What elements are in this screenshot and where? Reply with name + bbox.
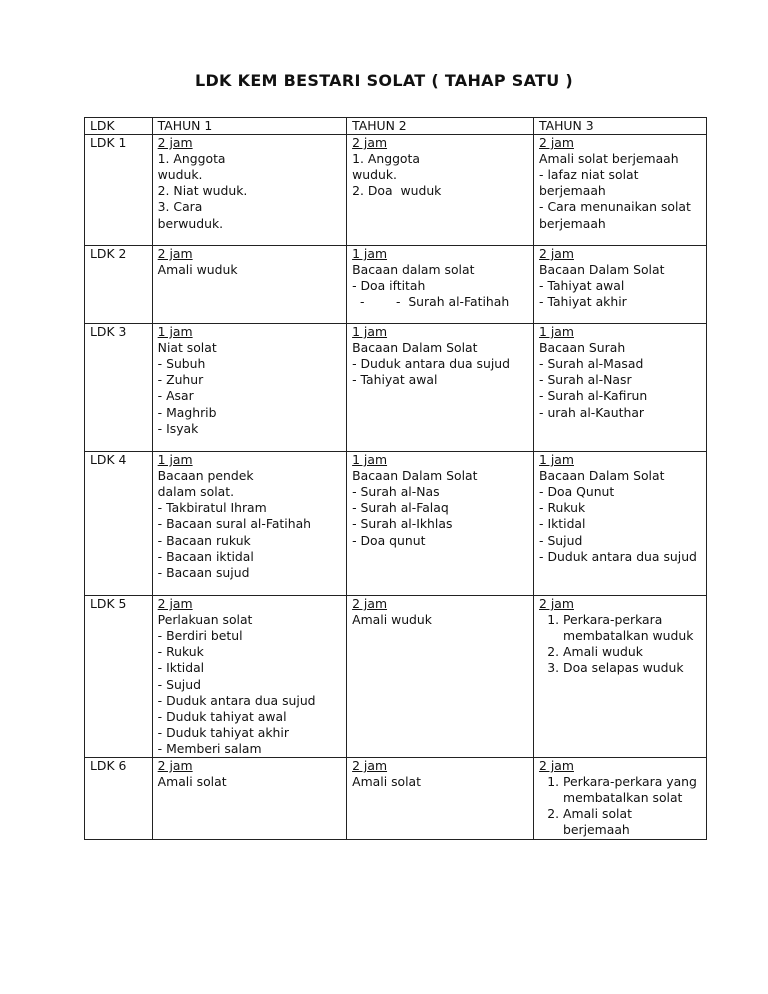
- cell-line: 2. Niat wuduk.: [157, 183, 248, 199]
- duration-label: 2 jam: [352, 758, 388, 774]
- header-tahun-1: TAHUN 1: [152, 118, 346, 135]
- duration-label: 2 jam: [157, 596, 193, 612]
- cell-line: Amali solat berjemaah: [539, 151, 679, 167]
- table-row: [85, 452, 707, 596]
- duration-label: 2 jam: [539, 246, 574, 262]
- tahun-1-cell: [152, 758, 346, 840]
- list-item: 1. Perkara-perkara membatalkan wuduk: [563, 612, 701, 644]
- duration-label: 1 jam: [352, 324, 388, 340]
- tahun-1-cell: [152, 246, 346, 324]
- header-tahun-2: TAHUN 2: [347, 118, 534, 135]
- duration-label: 1 jam: [157, 324, 193, 340]
- cell-line: wuduk.: [157, 167, 203, 183]
- cell-line: - Bacaan sural al-Fatihah: [157, 516, 312, 532]
- tahun-3-cell: [534, 135, 707, 246]
- cell-line: - Surah al-Nas: [352, 484, 440, 500]
- cell-line: - Surah al-Falaq: [352, 500, 449, 516]
- tahun-1-cell: [152, 324, 346, 452]
- cell-line: 3. Cara: [157, 199, 203, 215]
- cell-line: dalam solat.: [157, 484, 235, 500]
- tahun-2-cell: [347, 324, 534, 452]
- tahun-2-cell: [347, 246, 534, 324]
- cell-line: - Iktidal: [539, 516, 586, 532]
- tahun-1-cell: [152, 596, 346, 758]
- cell-line: - Berdiri betul: [157, 628, 243, 644]
- duration-label: 1 jam: [539, 452, 574, 468]
- cell-line: - Sujud: [157, 676, 201, 692]
- tahun-3-cell: [534, 324, 707, 452]
- numbered-list: [539, 774, 701, 838]
- cell-line: - Surah al-Kafirun: [539, 388, 648, 404]
- cell-line: - Tahiyat akhir: [539, 294, 627, 310]
- tahun-2-cell: [347, 596, 534, 758]
- duration-label: 2 jam: [157, 246, 193, 262]
- cell-line: Amali solat: [157, 774, 227, 790]
- cell-line: Amali wuduk: [157, 262, 238, 278]
- header-ldk: LDK: [85, 118, 153, 135]
- table-row: [85, 135, 707, 246]
- page-title: LDK KEM BESTARI SOLAT ( TAHAP SATU ): [194, 71, 574, 90]
- tahun-3-cell: [534, 758, 707, 840]
- cell-line: - Bacaan rukuk: [157, 532, 251, 548]
- cell-line: Bacaan Dalam Solat: [539, 262, 665, 278]
- ldk-cell: LDK 5: [85, 596, 153, 758]
- tahun-3-cell: [534, 246, 707, 324]
- cell-line: 1. Anggota: [157, 151, 226, 167]
- cell-line: Amali solat: [352, 774, 422, 790]
- tahun-2-cell: [347, 758, 534, 840]
- duration-label: 2 jam: [157, 758, 193, 774]
- cell-line: berwuduk.: [157, 215, 224, 231]
- cell-line: - Asar: [157, 388, 194, 404]
- cell-line: - Tahiyat awal: [352, 372, 438, 388]
- cell-line: Bacaan Dalam Solat: [352, 468, 478, 484]
- tahun-1-cell: [152, 135, 346, 246]
- tahun-1-cell: [152, 452, 346, 596]
- cell-line: - Isyak: [157, 420, 199, 436]
- cell-line: berjemaah: [539, 183, 606, 199]
- table-row: [85, 246, 707, 324]
- header-tahun-3: TAHUN 3: [534, 118, 707, 135]
- cell-line: - Duduk antara dua sujud: [352, 356, 510, 372]
- cell-line: - Doa iftitah: [352, 278, 426, 294]
- cell-line: 1. Anggota: [352, 151, 420, 167]
- cell-line: - Duduk antara dua sujud: [157, 692, 316, 708]
- cell-line: - Iktidal: [157, 660, 205, 676]
- ldk-cell: LDK 1: [85, 135, 153, 246]
- cell-line: Bacaan pendek: [157, 468, 254, 484]
- duration-label: 2 jam: [539, 758, 574, 774]
- numbered-list: [539, 612, 701, 676]
- duration-label: 2 jam: [157, 135, 193, 151]
- ldk-cell: LDK 3: [85, 324, 153, 452]
- cell-line: - Memberi salam: [157, 740, 262, 756]
- list-item: 2. Amali wuduk: [563, 644, 701, 660]
- tahun-2-cell: [347, 452, 534, 596]
- cell-line: Bacaan dalam solat: [352, 262, 475, 278]
- cell-line: wuduk.: [352, 167, 397, 183]
- tahun-3-cell: [534, 452, 707, 596]
- tahun-3-cell: [534, 596, 707, 758]
- cell-line: - Rukuk: [157, 644, 204, 660]
- duration-label: 1 jam: [352, 452, 388, 468]
- duration-label: 1 jam: [352, 246, 388, 262]
- cell-line: berjemaah: [539, 215, 606, 231]
- duration-label: 1 jam: [157, 452, 193, 468]
- list-item: 1. Perkara-perkara yang membatalkan solat: [563, 774, 701, 806]
- ldk-cell: LDK 6: [85, 758, 153, 840]
- cell-line: - Duduk tahiyat akhir: [157, 724, 289, 740]
- list-item: 3. Doa selapas wuduk: [563, 660, 701, 676]
- duration-label: 2 jam: [352, 135, 388, 151]
- cell-line: - Rukuk: [539, 500, 586, 516]
- cell-line: - Duduk antara dua sujud: [539, 548, 697, 564]
- duration-label: 2 jam: [352, 596, 388, 612]
- duration-label: 2 jam: [539, 135, 574, 151]
- cell-line: - Sujud: [539, 532, 583, 548]
- cell-line: Bacaan Dalam Solat: [539, 468, 665, 484]
- list-item: 2. Amali solat berjemaah: [563, 806, 701, 838]
- cell-line: - Takbiratul Ihram: [157, 500, 267, 516]
- cell-line: Bacaan Dalam Solat: [352, 340, 478, 356]
- cell-line: - Bacaan sujud: [157, 564, 250, 580]
- cell-line: Bacaan Surah: [539, 340, 626, 356]
- cell-line: - - Surah al-Fatihah: [352, 294, 510, 310]
- ldk-cell: LDK 4: [85, 452, 153, 596]
- cell-line: - Surah al-Ikhlas: [352, 516, 453, 532]
- cell-line: - lafaz niat solat: [539, 167, 639, 183]
- table-row: [85, 758, 707, 840]
- cell-line: 2. Doa wuduk: [352, 183, 442, 199]
- cell-line: Amali wuduk: [352, 612, 432, 628]
- cell-line: - Bacaan iktidal: [157, 548, 254, 564]
- cell-line: - Duduk tahiyat awal: [157, 708, 287, 724]
- cell-line: - Cara menunaikan solat: [539, 199, 691, 215]
- cell-line: - Doa Qunut: [539, 484, 615, 500]
- duration-label: 1 jam: [539, 324, 574, 340]
- cell-line: - Doa qunut: [352, 532, 426, 548]
- cell-line: Niat solat: [157, 340, 217, 356]
- cell-line: - Subuh: [157, 356, 206, 372]
- cell-line: - urah al-Kauthar: [539, 404, 645, 420]
- ldk-table: [84, 117, 707, 840]
- tahun-2-cell: [347, 135, 534, 246]
- cell-line: - Tahiyat awal: [539, 278, 625, 294]
- cell-line: - Surah al-Nasr: [539, 372, 632, 388]
- table-row: [85, 596, 707, 758]
- cell-line: - Zuhur: [157, 372, 204, 388]
- table-header-row: [85, 118, 707, 135]
- table-row: [85, 324, 707, 452]
- cell-line: - Surah al-Masad: [539, 356, 644, 372]
- cell-line: - Maghrib: [157, 404, 217, 420]
- duration-label: 2 jam: [539, 596, 574, 612]
- cell-line: Perlakuan solat: [157, 612, 253, 628]
- ldk-cell: LDK 2: [85, 246, 153, 324]
